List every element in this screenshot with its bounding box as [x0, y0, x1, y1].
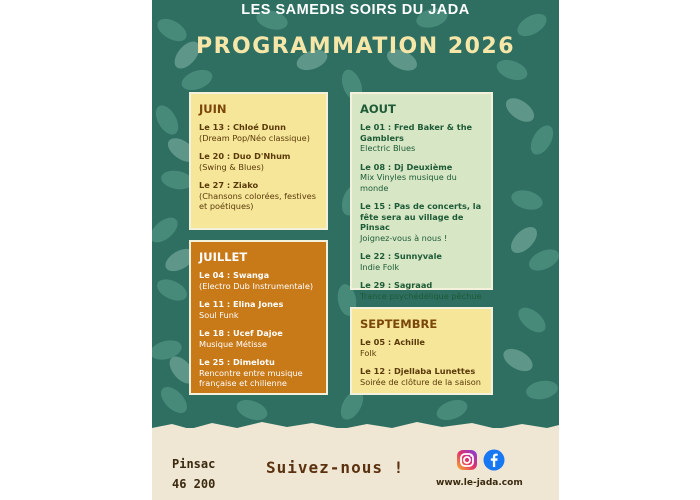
event-desc: Electric Blues — [360, 143, 416, 153]
event-item — [360, 366, 483, 387]
town-name: Pinsac — [172, 457, 216, 471]
event-item — [199, 299, 318, 320]
month-card-juin — [189, 92, 328, 230]
event-item — [360, 280, 483, 301]
event-title: Le 11 : Elina Jones — [199, 299, 284, 309]
month-name: JUIN — [199, 102, 227, 116]
event-desc: Rencontre entre musique française et chilienne — [199, 367, 303, 388]
website-link[interactable]: www.le-jada.com — [436, 478, 523, 488]
event-item — [199, 328, 318, 349]
event-desc: Folk — [360, 347, 377, 358]
month-card-septembre — [350, 307, 493, 395]
poster-title: PROGRAMMATION 2026 — [195, 34, 516, 59]
event-desc: (Electro Dub Instrumentale) — [199, 280, 314, 291]
month-name: JUILLET — [199, 250, 248, 264]
event-desc: Soirée de clôture de la saison — [360, 376, 481, 387]
event-item — [199, 180, 318, 212]
event-title: Le 25 : Dimelotu — [199, 357, 275, 367]
location — [172, 454, 232, 494]
event-desc: Indie Folk — [360, 261, 400, 272]
event-desc: (Chansons colorées, festives et poétiques) — [199, 190, 316, 211]
event-item — [199, 270, 318, 291]
event-item — [360, 122, 483, 154]
event-title: Le 29 : Sagraad — [360, 280, 433, 290]
event-title: Le 05 : Achille — [360, 337, 425, 347]
month-name: AOUT — [360, 102, 396, 116]
event-title: Le 01 : Fred Baker & the Gamblers — [360, 122, 473, 143]
facebook-icon[interactable] — [483, 449, 505, 471]
event-item — [360, 201, 483, 243]
event-desc: Soul Funk — [199, 309, 239, 320]
event-item — [360, 251, 483, 272]
event-item — [360, 337, 483, 358]
event-title: Le 13 : Chloé Dunn — [199, 122, 286, 132]
poster-subtitle: LES SAMEDIS SOIRS DU JADA — [241, 2, 470, 18]
event-poster — [152, 0, 559, 500]
postcode: 46 200 — [172, 477, 216, 491]
month-card-juillet — [189, 240, 328, 395]
event-title: Le 18 : Ucef Dajoe — [199, 328, 283, 338]
event-desc: Mix Vinyles musique du monde — [360, 172, 457, 193]
event-item — [199, 151, 318, 172]
instagram-icon[interactable] — [456, 449, 478, 471]
event-desc: (Dream Pop/Néo classique) — [199, 132, 310, 143]
month-name: SEPTEMBRE — [360, 317, 438, 331]
month-card-aout — [350, 92, 493, 301]
event-title: Le 15 : Pas de concerts, la fête sera au village de Pinsac — [360, 201, 482, 232]
event-desc: Musique Métisse — [199, 338, 267, 349]
event-title: Le 12 : Djellaba Lunettes — [360, 366, 476, 376]
event-item — [199, 357, 318, 389]
event-item — [360, 162, 483, 194]
event-title: Le 27 : Ziako — [199, 180, 259, 190]
event-item — [199, 122, 318, 143]
event-title: Le 20 : Duo D'Nhum — [199, 151, 291, 161]
event-title: Le 08 : Dj Deuxième — [360, 161, 453, 172]
event-desc: Joignez-vous à nous ! — [360, 232, 448, 243]
event-title: Le 22 : Sunnyvale — [360, 251, 442, 261]
follow-us-text: Suivez-nous ! — [266, 458, 405, 477]
event-desc: (Swing & Blues) — [199, 161, 264, 172]
event-title: Le 04 : Swanga — [199, 270, 270, 280]
event-desc: Trance psychédélique pêchue — [360, 290, 482, 301]
